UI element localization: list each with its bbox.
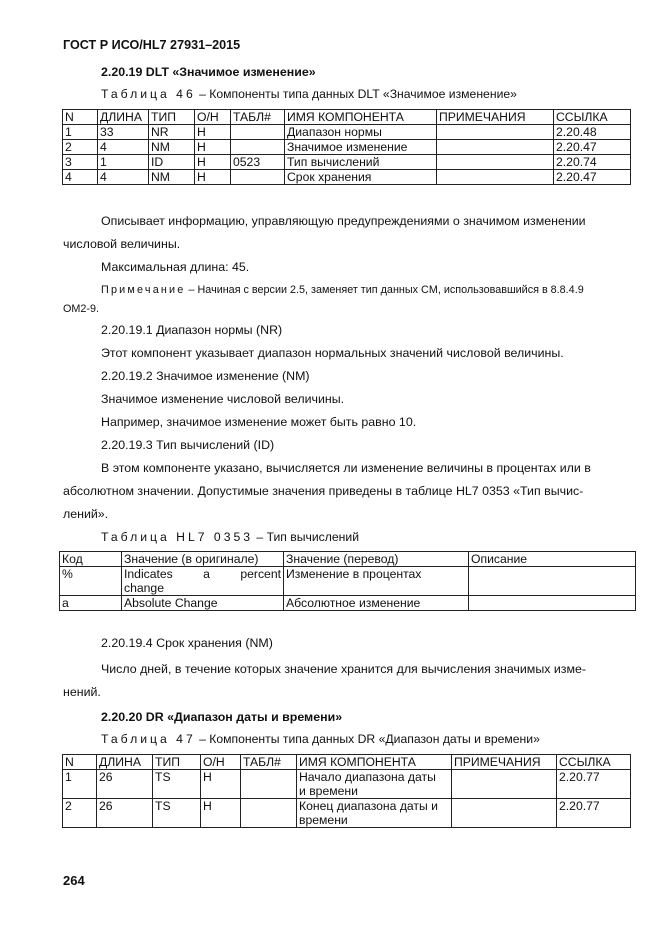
table-cell: Н — [195, 155, 231, 170]
subsection-text-2-20-19-1: Этот компонент указывает диапазон нормальных значений числовой величины. — [101, 346, 564, 360]
word: a — [203, 567, 210, 581]
table-cell: 2.20.48 — [554, 125, 631, 140]
col-header: ССЫЛКА — [554, 110, 631, 125]
col-header: ДЛИНА — [98, 110, 149, 125]
paragraph-description-line2: числовой величины. — [63, 237, 181, 251]
table-cell: 2.20.77 — [557, 770, 631, 799]
col-header: N — [63, 755, 97, 770]
col-header: ТИП — [153, 755, 201, 770]
table-cell: TS — [153, 770, 201, 799]
table-cell: 2.20.77 — [557, 799, 631, 828]
col-header: ИМЯ КОМПОНЕНТА — [285, 110, 437, 125]
table-cell: Н — [201, 799, 241, 828]
table-row — [63, 170, 631, 185]
table-row — [60, 567, 636, 596]
table-hl7-0353 — [59, 551, 636, 611]
table-hl7-0353-caption — [101, 530, 359, 544]
table-cell: 3 — [63, 155, 98, 170]
table-46-caption — [101, 87, 517, 101]
table-cell: 4 — [98, 170, 149, 185]
subsection-text-2-20-19-3-line1: В этом компоненте указано, вычисляется ли изменение величины в процентах или в — [101, 461, 591, 475]
col-header: ТАБЛ# — [241, 755, 297, 770]
subsection-text-2-20-19-4-line1: Число дней, в течение которых значение хранится для вычисления значимых изме- — [101, 662, 587, 676]
table-cell: NM — [149, 170, 195, 185]
table-cell: 1 — [63, 770, 97, 799]
table-cell — [452, 770, 557, 799]
table-cell: Значимое изменение — [285, 140, 437, 155]
table-cell: 2.20.47 — [554, 140, 631, 155]
col-header: О/Н — [201, 755, 241, 770]
subsection-heading-2-20-19-4: 2.20.19.4 Срок хранения (NM) — [101, 636, 273, 650]
subsection-heading-2-20-19-3: 2.20.19.3 Тип вычислений (ID) — [101, 438, 275, 452]
table-46 — [62, 109, 631, 185]
table-cell: 4 — [98, 140, 149, 155]
col-header: ТИП — [149, 110, 195, 125]
table-cell: Изменение в процентах — [284, 567, 469, 596]
table-47 — [62, 754, 631, 828]
cell-line: Начало диапазона даты — [299, 770, 436, 784]
table-47-caption-label: Таблица 47 — [101, 732, 196, 746]
table-cell: NR — [149, 125, 195, 140]
subsection-heading-2-20-19-2: 2.20.19.2 Значимое изменение (NM) — [101, 369, 310, 383]
table-row — [63, 770, 631, 799]
col-header: N — [63, 110, 98, 125]
table-row — [63, 140, 631, 155]
table-cell: 1 — [63, 125, 98, 140]
table-cell — [231, 140, 285, 155]
table-cell: 26 — [97, 770, 153, 799]
table-47-caption — [101, 732, 540, 746]
table-cell — [231, 125, 285, 140]
col-header: Описание — [469, 552, 636, 567]
table-cell: Абсолютное изменение — [284, 596, 469, 611]
table-cell — [231, 170, 285, 185]
table-cell — [437, 155, 554, 170]
cell-line: Конец диапазона даты и — [299, 799, 438, 813]
table-cell: Диапазон нормы — [285, 125, 437, 140]
table-cell: 4 — [63, 170, 98, 185]
subsection-text-2-20-19-4-line2: нений. — [63, 685, 101, 699]
table-cell — [297, 770, 452, 799]
table-cell: Н — [195, 170, 231, 185]
table-hl7-caption-label: Таблица HL7 0353 — [101, 530, 254, 544]
document-header: ГОСТ Р ИСО/HL7 27931–2015 — [63, 38, 241, 52]
table-row — [63, 799, 631, 828]
table-cell: 2.20.47 — [554, 170, 631, 185]
col-header: ПРИМЕЧАНИЯ — [437, 110, 554, 125]
table-header-row — [60, 552, 636, 567]
table-cell: 1 — [98, 155, 149, 170]
table-cell: Срок хранения — [285, 170, 437, 185]
section-heading-2-20-19: 2.20.19 DLT «Значимое изменение» — [101, 65, 316, 79]
cell-line: и времени — [299, 784, 358, 798]
table-cell — [437, 140, 554, 155]
col-header: ТАБЛ# — [231, 110, 285, 125]
justified-line — [124, 567, 281, 581]
table-cell — [469, 567, 636, 596]
table-cell: 26 — [97, 799, 153, 828]
page-number: 264 — [63, 873, 85, 888]
paragraph-max-length: Максимальная длина: 45. — [101, 260, 250, 274]
col-header: Значение (в оригинале) — [122, 552, 284, 567]
subsection-example-2-20-19-2: Например, значимое изменение может быть равно 10. — [101, 415, 417, 429]
table-cell: 2.20.74 — [554, 155, 631, 170]
col-header: ИМЯ КОМПОНЕНТА — [297, 755, 452, 770]
col-header: ПРИМЕЧАНИЯ — [452, 755, 557, 770]
note-label: Примечание — [101, 284, 186, 296]
table-cell — [437, 170, 554, 185]
subsection-text-2-20-19-3-line2: абсолютном значении. Допустимые значения приведены в таблице HL7 0353 «Тип вычис- — [63, 484, 584, 498]
table-cell: ID — [149, 155, 195, 170]
table-cell: 2 — [63, 799, 97, 828]
table-cell: % — [60, 567, 122, 596]
table-header-row — [63, 755, 631, 770]
table-cell: NM — [149, 140, 195, 155]
table-row — [60, 596, 636, 611]
word: percent — [240, 567, 281, 581]
table-cell — [241, 770, 297, 799]
subsection-text-2-20-19-2: Значимое изменение числовой величины. — [101, 392, 345, 406]
table-cell — [122, 567, 284, 596]
table-cell: Н — [201, 770, 241, 799]
table-cell — [241, 799, 297, 828]
subsection-text-2-20-19-3-line3: лений». — [63, 507, 109, 521]
note-text: – Начиная с версии 2.5, заменяет тип данных CM, использовавшийся в 8.8.4.9 — [185, 284, 584, 296]
note-line1 — [101, 284, 584, 296]
table-cell — [437, 125, 554, 140]
table-cell: Н — [195, 140, 231, 155]
table-row — [63, 155, 631, 170]
table-cell: TS — [153, 799, 201, 828]
section-heading-2-20-20: 2.20.20 DR «Диапазон даты и времени» — [101, 710, 343, 724]
table-cell — [469, 596, 636, 611]
table-cell: Absolute Change — [122, 596, 284, 611]
table-47-caption-text: – Компоненты типа данных DR «Диапазон даты и времени» — [195, 732, 540, 746]
cell-line: времени — [299, 813, 348, 827]
col-header: Код — [60, 552, 122, 567]
table-cell: 33 — [98, 125, 149, 140]
col-header: Значение (перевод) — [284, 552, 469, 567]
table-cell: Тип вычислений — [285, 155, 437, 170]
paragraph-description-line1: Описывает информацию, управляющую предупреждениями о значимом изменении — [101, 214, 586, 228]
table-46-caption-label: Таблица 46 — [101, 87, 196, 101]
table-cell: Н — [195, 125, 231, 140]
subsection-heading-2-20-19-1: 2.20.19.1 Диапазон нормы (NR) — [101, 323, 283, 337]
table-cell: 2 — [63, 140, 98, 155]
col-header: ССЫЛКА — [557, 755, 631, 770]
note-line2: OM2-9. — [63, 303, 99, 315]
table-row — [63, 125, 631, 140]
table-cell — [452, 799, 557, 828]
continuation-line: change — [124, 581, 164, 595]
col-header: ДЛИНА — [97, 755, 153, 770]
table-cell: 0523 — [231, 155, 285, 170]
table-46-caption-text: – Компоненты типа данных DLT «Значимое изменение» — [195, 87, 517, 101]
col-header: О/Н — [195, 110, 231, 125]
table-cell — [297, 799, 452, 828]
word: Indicates — [124, 567, 173, 581]
table-cell: a — [60, 596, 122, 611]
table-hl7-caption-text: – Тип вычислений — [253, 530, 360, 544]
table-header-row — [63, 110, 631, 125]
